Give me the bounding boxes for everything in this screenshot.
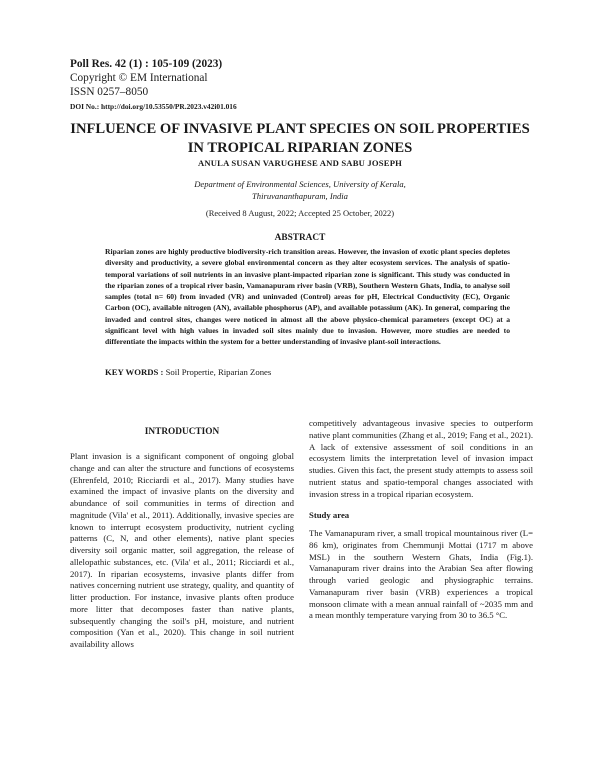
- introduction-continued-paragraph: competitively advantageous invasive species to outperform native plant communities (Zhang et al., 2019; Fang et al., 2021). A lack of extensive assessment of soil conditions in an ecosystem limits the interpretation level of invasion impact studies. Given this fact, the present study attempts to assess soil nutrient status and spatio-temporal changes associated with invasion stress in a tropical riparian ecosystem.: [309, 418, 533, 499]
- introduction-heading: INTRODUCTION: [144, 427, 220, 437]
- doi-line: DOI No.: http://doi.org/10.53550/PR.2023.v42i01.016: [70, 102, 237, 111]
- affiliation-line-2: Thiruvananthapuram, India: [252, 191, 348, 202]
- study-area-heading: Study area: [309, 510, 350, 521]
- keywords: [105, 367, 271, 377]
- paper-title-line-2: IN TROPICAL RIPARIAN ZONES: [187, 140, 413, 156]
- abstract-text: Riparian zones are highly productive biodiversity-rich transition areas. However, the invasion of exotic plant species depletes diversity and productivity, a severe global environmental concern as they alter ecosystem services. The analysis of spatio-temporal variations of soil nutrients in an invasive plant-impacted riparian zone is significant. This study was conducted in the riparian zones of a tropical river basin, Vamanapuram river basin (VRB), Southern Western Ghats, India, to analyse soil samples (total n= 60) from invaded (VR) and uninvaded (Control) areas for pH, Electrical Conductivity (EC), Organic Carbon (OC), available nitrogen (AN), available phosphorus (AP), and available potassium (AK). In general, comparing the invaded and control sites, changes were noticed in almost all the above physico-chemical parameters (except OC) at a significant level with high values in invaded soil sites mainly due to invasion. However, more studies are needed to differentiate the impacts within the system for a better understanding of invasive plant-soil interactions.: [105, 247, 510, 347]
- left-column: [70, 451, 294, 651]
- study-area-paragraph: The Vamanapuram river, a small tropical mountainous river (L= 86 km), originates from Chemmunji Mottai (1717 m above MSL) in the southern Western Ghats, India (Fig.1). Vamanapuram river drains into the Arabian Sea after flowing through varied geologic and physiographic terrains. Vamanapuram river basin (VRB) experiences a tropical monsoon climate with a mean annual rainfall of ~2035 mm and a mean monthly temperature varying from 30 to 36.5 °C.: [309, 528, 533, 621]
- journal-header: [70, 57, 237, 114]
- issn-line: ISSN 0257–8050: [70, 86, 149, 98]
- right-column: [309, 418, 533, 622]
- keywords-label: KEY WORDS :: [105, 367, 164, 377]
- paper-title-line-1: INFLUENCE OF INVASIVE PLANT SPECIES ON SOIL PROPERTIES: [70, 121, 530, 137]
- affiliation-line-1: Department of Environmental Sciences, University of Kerala,: [194, 179, 406, 189]
- affiliation: [40, 178, 560, 203]
- abstract-heading: ABSTRACT: [274, 233, 326, 243]
- journal-citation: Poll Res. 42 (1) : 105-109 (2023): [70, 58, 223, 70]
- introduction-paragraph: Plant invasion is a significant component of ongoing global change and can alter the structure and functions of ecosystems (Ehrenfeld, 2010; Ricciardi et al., 2017). Many studies have examined the impact of invasive plants on the diversity and abundance of soil communities in terms of direction and magnitude (Vila' et al., 2011). Additionally, invasive species are known to interrupt ecosystem productivity, nutrient cycling patterns (C, N, and other elements), native plant species diversity soil organic matter, soil aggregation, the release of allelopathic substances, etc. (Vila' et al., 2011; Ricciardi et al., 2017). In riparian ecosystems, invasive plants differ from natives concerning nutrient use strategy, quality, and quantity of litter production. For instance, invasive plants often produce more litter that decomposes faster than native plants, subsequently changing the soil's pH, moisture, and nutrient composition (Yan et al., 2020). This change in soil nutrient availability allows: [70, 451, 294, 649]
- received-dates: (Received 8 August, 2022; Accepted 25 October, 2022): [205, 208, 395, 218]
- authors: ANULA SUSAN VARUGHESE AND SABU JOSEPH: [197, 158, 403, 168]
- copyright-line: Copyright © EM International: [70, 72, 208, 84]
- paper-title: [40, 120, 560, 158]
- keywords-value: Soil Propertie, Riparian Zones: [163, 367, 272, 377]
